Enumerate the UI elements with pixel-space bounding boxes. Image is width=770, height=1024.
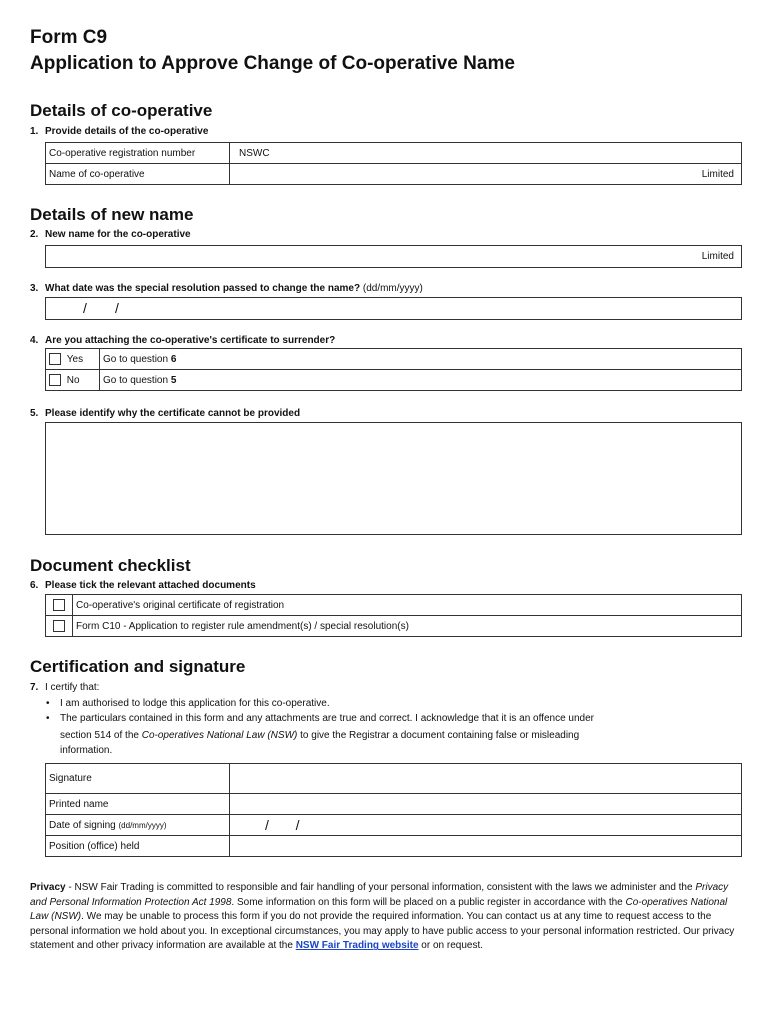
section-heading-details: Details of co-operative bbox=[30, 101, 213, 120]
cooperative-details-table bbox=[45, 142, 742, 185]
option-yes: Yes bbox=[46, 349, 100, 370]
no-checkbox[interactable] bbox=[49, 374, 61, 386]
section-heading-checklist: Document checklist bbox=[30, 556, 191, 575]
certificate-options-table bbox=[45, 348, 742, 391]
section-heading-certification: Certification and signature bbox=[30, 657, 246, 676]
printed-name-field[interactable] bbox=[230, 794, 742, 815]
section-heading-new-name: Details of new name bbox=[30, 205, 194, 224]
new-name-field[interactable] bbox=[45, 245, 742, 268]
document-checklist-table bbox=[45, 594, 742, 637]
table-row bbox=[46, 616, 742, 637]
question-6: 6. Please tick the relevant attached documents bbox=[30, 580, 256, 591]
checklist-item-label: Co-operative's original certificate of registration bbox=[73, 595, 742, 616]
date-of-signing-label: Date of signing (dd/mm/yyyy) bbox=[46, 815, 230, 836]
certify-bullet-2: • The particulars contained in this form and any attachments are true and correct. I acknowledge that it is an offence under bbox=[46, 713, 595, 724]
certify-bullet-1: • I am authorised to lodge this application for this co-operative. bbox=[46, 698, 330, 709]
privacy-statement: Privacy - NSW Fair Trading is committed to responsible and fair handling of your personal information, consistent with the laws we administer and the Privacy and Personal Information Protection Act 1998. Some information on this form will be placed on a public register in accordance with the Co-operatives National Law (NSW). We may be unable to process this form if you do not provide the required information. You can contact us at any time to request access to the personal information we hold about you. In exceptional circumstances, you may apply to have public access to your personal information restricted. Our privacy statement and other privacy information are available at the NSW Fair Trading website or on request. bbox=[30, 882, 735, 952]
printed-name-label: Printed name bbox=[46, 794, 230, 815]
option-no-instruction: Go to question 5 bbox=[100, 370, 742, 391]
cooperative-name-label: Name of co-operative bbox=[46, 164, 230, 185]
signature-label: Signature bbox=[46, 764, 230, 794]
form-c10-checkbox[interactable] bbox=[53, 620, 65, 632]
question-7: 7. I certify that: bbox=[30, 682, 100, 693]
table-row bbox=[46, 164, 742, 185]
new-name-suffix: Limited bbox=[701, 251, 734, 262]
question-1: 1. Provide details of the co-operative bbox=[30, 126, 209, 137]
checklist-cell bbox=[46, 595, 73, 616]
position-field[interactable] bbox=[230, 836, 742, 857]
table-row bbox=[46, 815, 742, 836]
date-of-signing-field[interactable]: / / bbox=[230, 815, 742, 836]
certify-bullet-2-line-2: section 514 of the Co-operatives National Law (NSW) to give the Registrar a document containing false or misleading bbox=[60, 730, 580, 741]
signature-table bbox=[45, 763, 742, 857]
table-row bbox=[46, 764, 742, 794]
table-row bbox=[46, 349, 742, 370]
question-5: 5. Please identify why the certificate cannot be provided bbox=[30, 408, 301, 419]
form-code: Form C9 bbox=[30, 27, 108, 48]
table-row bbox=[46, 794, 742, 815]
date-separator: / bbox=[115, 300, 119, 316]
certify-bullet-2-line-3: information. bbox=[60, 745, 113, 756]
date-separator: / bbox=[83, 300, 87, 316]
table-row bbox=[46, 370, 742, 391]
registration-number-field[interactable]: NSWC bbox=[230, 143, 742, 164]
question-4: 4. Are you attaching the co-operative's certificate to surrender? bbox=[30, 335, 336, 346]
registration-number-label: Co-operative registration number bbox=[46, 143, 230, 164]
cooperative-name-field[interactable]: Limited bbox=[230, 164, 742, 185]
certificate-checkbox[interactable] bbox=[53, 599, 65, 611]
table-row bbox=[46, 143, 742, 164]
signature-field[interactable] bbox=[230, 764, 742, 794]
yes-checkbox[interactable] bbox=[49, 353, 61, 365]
question-3: 3. What date was the special resolution passed to change the name? (dd/mm/yyyy) bbox=[30, 283, 423, 294]
table-row bbox=[46, 595, 742, 616]
checklist-item-label: Form C10 - Application to register rule amendment(s) / special resolution(s) bbox=[73, 616, 742, 637]
position-label: Position (office) held bbox=[46, 836, 230, 857]
page-title: Application to Approve Change of Co-operative Name bbox=[30, 53, 515, 74]
nsw-fair-trading-link[interactable]: NSW Fair Trading website bbox=[295, 940, 419, 952]
table-row bbox=[46, 836, 742, 857]
option-no: No bbox=[46, 370, 100, 391]
checklist-cell bbox=[46, 616, 73, 637]
resolution-date-field[interactable] bbox=[45, 297, 742, 320]
reason-textarea[interactable] bbox=[45, 422, 742, 535]
option-yes-instruction: Go to question 6 bbox=[100, 349, 742, 370]
question-2: 2. New name for the co-operative bbox=[30, 229, 191, 240]
